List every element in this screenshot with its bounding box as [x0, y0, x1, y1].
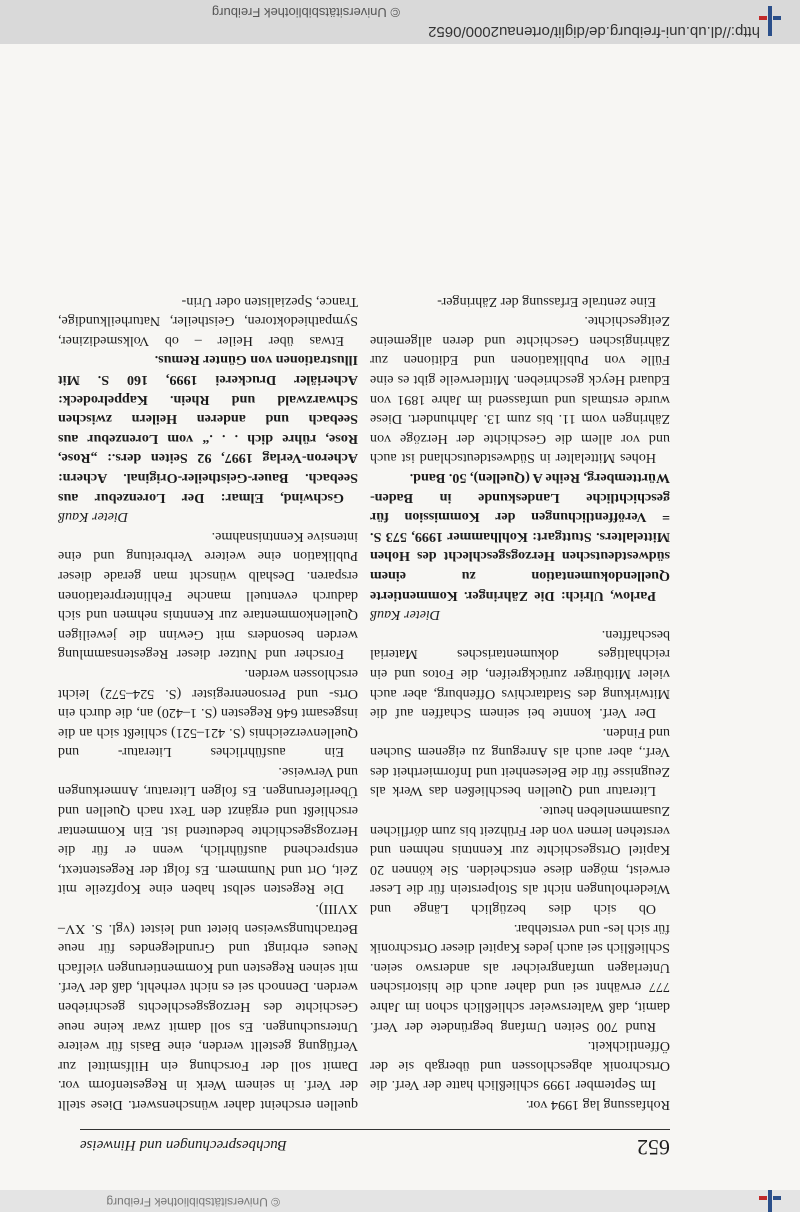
paragraph: Hohes Mittelalter in Südwestdeutschland ist auch und vor allem die Geschichte der Herzöge von Zähringen vom 11. bis zum 13. Jahrhundert. Diese wurde erstmals und umfassend im Jahre 1891 von Eduard Heyck geschrieben. Mittlerweile gibt es eine Fülle von Publikationen und Editionen zur Zähringischen Geschichte und deren allgemeine Zeitgeschichte. — [370, 313, 670, 467]
viewer-footer-bar — [0, 1190, 800, 1212]
paragraph: quellen erscheint daher wünschenswert. Diese stellt der Verf. in seinem Werk in Regestenform vor. Damit soll der Forschung ein Hilfsmittel zur Verfügung gestellt werden, eine Basis für weitere Untersuchungen. Es soll damit zwar keine neue Geschichte des Herzogsgeschlechts geschrieben werden. Dennoch sei es nicht verhehlt, daß der Verf. mit seinen Regesten und Kommentierungen vielfach Neues erbringt und Grundlegendes für neue Betrachtungsweisen bietet und leistet (vgl. S. XV–XVIII). — [58, 901, 358, 1113]
scanned-page — [0, 44, 800, 1190]
viewer-header-bar — [0, 0, 800, 44]
running-title: Buchbesprechungen und Hinweise — [80, 1137, 287, 1153]
paragraph: Rund 700 Seiten Umfang begründete der Verf. damit, daß Waltersweier schließlich schon im Jahre 777 erwähnt sei und daher auch die historischen Unterlagen umfangreicher als anderswo seien. Schließlich sei auch jedes Kapitel dieser Ortschronik für sich les- und verstehbar. — [370, 920, 670, 1035]
university-logo-icon — [755, 6, 785, 36]
library-credit: © Universitätsbibliothek Freiburg — [211, 5, 400, 20]
review-entry-heading: Gschwind, Elmar: Der Lorenzebur aus Seebach. Bauer-Geistheiler-Original. Achern: Acheron-Verlag 1997, 92 Seiten ders.: „Rose, Rose, rühre dich . . .“ vom Lorenzebur aus Seebach und anderen Heilern zwischen Schwarzwald und Rhein. Kappelrodeck: Acheriäler Druckerei 1999, 160 S. Mit Illustrationen von Günter Remus. — [58, 352, 358, 506]
university-logo-icon — [755, 1190, 785, 1212]
paragraph: Rohfassung lag 1994 vor. — [525, 1097, 670, 1113]
left-column — [370, 291, 670, 1114]
right-column — [58, 291, 358, 1114]
paragraph: Die Regesten selbst haben eine Kopfzeile mit Zeit, Ort und Nummern. Es folgt der Regestentext, entsprechend ausführlich, wenn er für die Herzogsgeschichte bedeutend ist. Ein Kommentar erschließt und ergänzt den Text nach Quellen und Überlieferungen. Es folgen Literatur, Anmerkungen und Verweise. — [58, 763, 358, 898]
reviewer-signature: Dieter Kauß — [370, 607, 441, 624]
paragraph: Forscher und Nutzer dieser Regestensammlung werden besonders mit Gewinn die jeweiligen Quellenkommentare zur Kenntnis nehmen und sich dadurch eventuell manche Fehlinterpretationen ersparen. Deshalb wünscht man gerade dieser Publikation eine weitere Verbreitung und eine intensive Kenntnisnahme. — [58, 528, 358, 663]
paragraph: Etwas über Heiler – ob Volksmediziner, Sympathiedoktoren, Geistheiler, Naturheilkundige, Trance, Spezialisten oder Urin- — [58, 293, 358, 349]
paragraph: Ein ausführliches Literatur- und Quellenverzeichnis (S. 421–521) schließt sich an die insgesamt 646 Regesten (S. 1–420) an, die durch ein Orts- und Personenregister (S. 524–572) leicht erschlossen werden. — [58, 665, 358, 761]
paragraph: Im September 1999 schließlich hatte der Verf. die Ortschronik abgeschlossen und übergab sie der Öffentlichkeit. — [370, 1038, 670, 1094]
paragraph: Ob sich dies bezüglich Länge und Wiederholungen nicht als Stolperstein für die Leser erweist, mögen diese entscheiden. Sie können 20 Kapitel Ortsgeschichte zur Kenntnis nehmen und verstehen lernen von der Frühzeit bis zum dörflichen Zusammenleben heute. — [370, 803, 670, 918]
reviewer-signature: Dieter Kauß — [58, 509, 129, 526]
running-header — [80, 1129, 670, 1166]
review-entry-heading: Parlow, Ulrich: Die Zähringer. Kommentierte Quellendokumentation zu einem südwestdeutschen Herzogsgeschlecht des Hohen Mittelalters. Stuttgart: Kohlhammer 1999, 573 S. = Veröffentlichungen der Kommission für geschichtliche Landeskunde in Baden-Württemberg, Reihe A (Quellen), 50. Band. — [370, 470, 670, 604]
page-number: 652 — [637, 1135, 670, 1160]
source-url[interactable]: http://dl.ub.uni-freiburg.de/diglit/ortenau2000/0652 — [428, 23, 760, 40]
paragraph: Der Verf. konnte bei seinem Schaffen auf die Mitwirkung des Stadtarchivs Offenburg, aber auch vieler Mitbürger zurückgreifen, die Fotos und ein reichhaltiges dokumentarisches Material beschafften. — [370, 626, 670, 722]
paragraph: Literatur und Quellen beschließen das Werk als Zeugnisse für die Belesenheit und Informiertheit des Verf., aber auch als Anregung zu eigenem Suchen und Finden. — [370, 724, 670, 800]
paragraph: Eine zentrale Erfassung der Zähringer- — [437, 293, 656, 310]
library-credit: © Universitätsbibliothek Freiburg — [106, 1195, 280, 1209]
